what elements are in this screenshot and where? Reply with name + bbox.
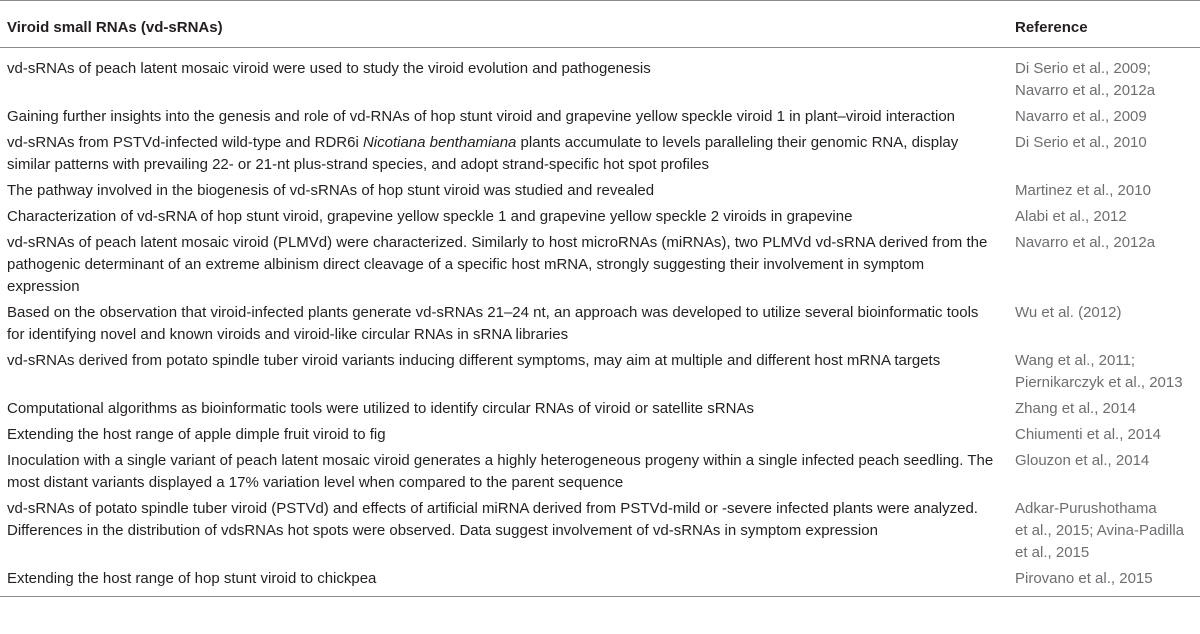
reference-line: et al., 2015 xyxy=(1015,544,1090,561)
table-row xyxy=(0,178,1200,204)
description-text: vd-sRNAs from PSTVd-infected wild-type and RDR6i xyxy=(7,134,363,151)
row-description: Extending the host range of hop stunt viroid to chickpea xyxy=(0,566,1005,597)
description-text: plants accumulate to levels paralleling their genomic RNA, display similar patterns with prevailing 22- or 21-nt plus-strand species, and adopt strand-specific hot spot profiles xyxy=(7,134,959,173)
row-description: Characterization of vd-sRNA of hop stunt viroid, grapevine yellow speckle 1 and grapevine yellow speckle 2 viroids in grapevine xyxy=(7,208,853,225)
table-row xyxy=(0,48,1200,105)
row-description xyxy=(0,130,1005,178)
table-row xyxy=(0,348,1200,396)
table-header xyxy=(0,1,1200,48)
table-row xyxy=(0,422,1200,448)
header-row xyxy=(0,1,1200,48)
row-reference: Di Serio et al., 2010 xyxy=(1015,134,1147,151)
table-row xyxy=(0,566,1200,597)
row-description: vd-sRNAs of potato spindle tuber viroid (PSTVd) and effects of artificial miRNA derived from PSTVd-mild or -severe infected plants were analyzed. Differences in the distribution of vdsRNAs hot spots were observed. Data suggest involvement of vd-sRNAs in symptom expression xyxy=(7,500,978,539)
reference-line: et al., 2015; Avina-Padilla xyxy=(1015,522,1185,539)
row-description: Gaining further insights into the genesis and role of vd-RNAs of hop stunt viroid and grapevine yellow speckle viroid 1 in plant–viroid interaction xyxy=(7,108,956,125)
row-reference: Wu et al. (2012) xyxy=(1015,304,1122,321)
row-reference: Zhang et al., 2014 xyxy=(1015,400,1136,417)
row-description: vd-sRNAs derived from potato spindle tuber viroid variants inducing different symptoms, may aim at multiple and different host mRNA targets xyxy=(7,352,941,369)
header-description: Viroid small RNAs (vd-sRNAs) xyxy=(0,1,1005,48)
table-row xyxy=(0,300,1200,348)
table-body xyxy=(0,48,1200,597)
table-row xyxy=(0,130,1200,178)
row-reference xyxy=(1005,348,1200,396)
row-reference: Chiumenti et al., 2014 xyxy=(1015,426,1161,443)
reference-line: Navarro et al., 2012a xyxy=(1015,82,1156,99)
reference-line: Di Serio et al., 2009; xyxy=(1015,60,1151,77)
reference-line: Wang et al., 2011; xyxy=(1015,352,1136,369)
row-reference: Martinez et al., 2010 xyxy=(1015,182,1151,199)
table-row xyxy=(0,496,1200,566)
table-row xyxy=(0,204,1200,230)
header-reference: Reference xyxy=(1005,1,1200,48)
row-reference xyxy=(1005,496,1200,566)
table-row xyxy=(0,448,1200,496)
row-description: The pathway involved in the biogenesis of vd-sRNAs of hop stunt viroid was studied and revealed xyxy=(7,182,655,199)
row-description: Inoculation with a single variant of peach latent mosaic viroid generates a highly heterogeneous progeny within a single infected peach seedling. The most distant variants displayed a 17% variation level when compared to the parent sequence xyxy=(7,452,994,491)
reference-line: Adkar-Purushothama xyxy=(1015,500,1157,517)
reference-line: Piernikarczyk et al., 2013 xyxy=(1015,374,1183,391)
row-reference: Glouzon et al., 2014 xyxy=(1015,452,1150,469)
row-description: vd-sRNAs of peach latent mosaic viroid (PLMVd) were characterized. Similarly to host microRNAs (miRNAs), two PLMVd vd-sRNA derived from the pathogenic determinant of an extreme albinism direct cleavage of a specific host mRNA, strongly suggesting their involvement in symptom expression xyxy=(7,234,988,295)
row-reference: Pirovano et al., 2015 xyxy=(1005,566,1200,597)
row-reference: Navarro et al., 2012a xyxy=(1015,234,1156,251)
table-row xyxy=(0,396,1200,422)
row-reference: Alabi et al., 2012 xyxy=(1015,208,1127,225)
row-reference: Navarro et al., 2009 xyxy=(1015,108,1147,125)
row-description: Extending the host range of apple dimple fruit viroid to fig xyxy=(7,426,386,443)
row-description: Based on the observation that viroid-infected plants generate vd-sRNAs 21–24 nt, an approach was developed to utilize several bioinformatic tools for identifying novel and known viroids and viroid-like circular RNAs in sRNA libraries xyxy=(7,304,979,343)
row-description: vd-sRNAs of peach latent mosaic viroid were used to study the viroid evolution and pathogenesis xyxy=(7,60,651,77)
row-description: Computational algorithms as bioinformatic tools were utilized to identify circular RNAs of viroid or satellite sRNAs xyxy=(7,400,754,417)
table-row xyxy=(0,104,1200,130)
table-row xyxy=(0,230,1200,300)
row-reference xyxy=(1005,48,1200,105)
species-name: Nicotiana benthamiana xyxy=(362,134,517,151)
